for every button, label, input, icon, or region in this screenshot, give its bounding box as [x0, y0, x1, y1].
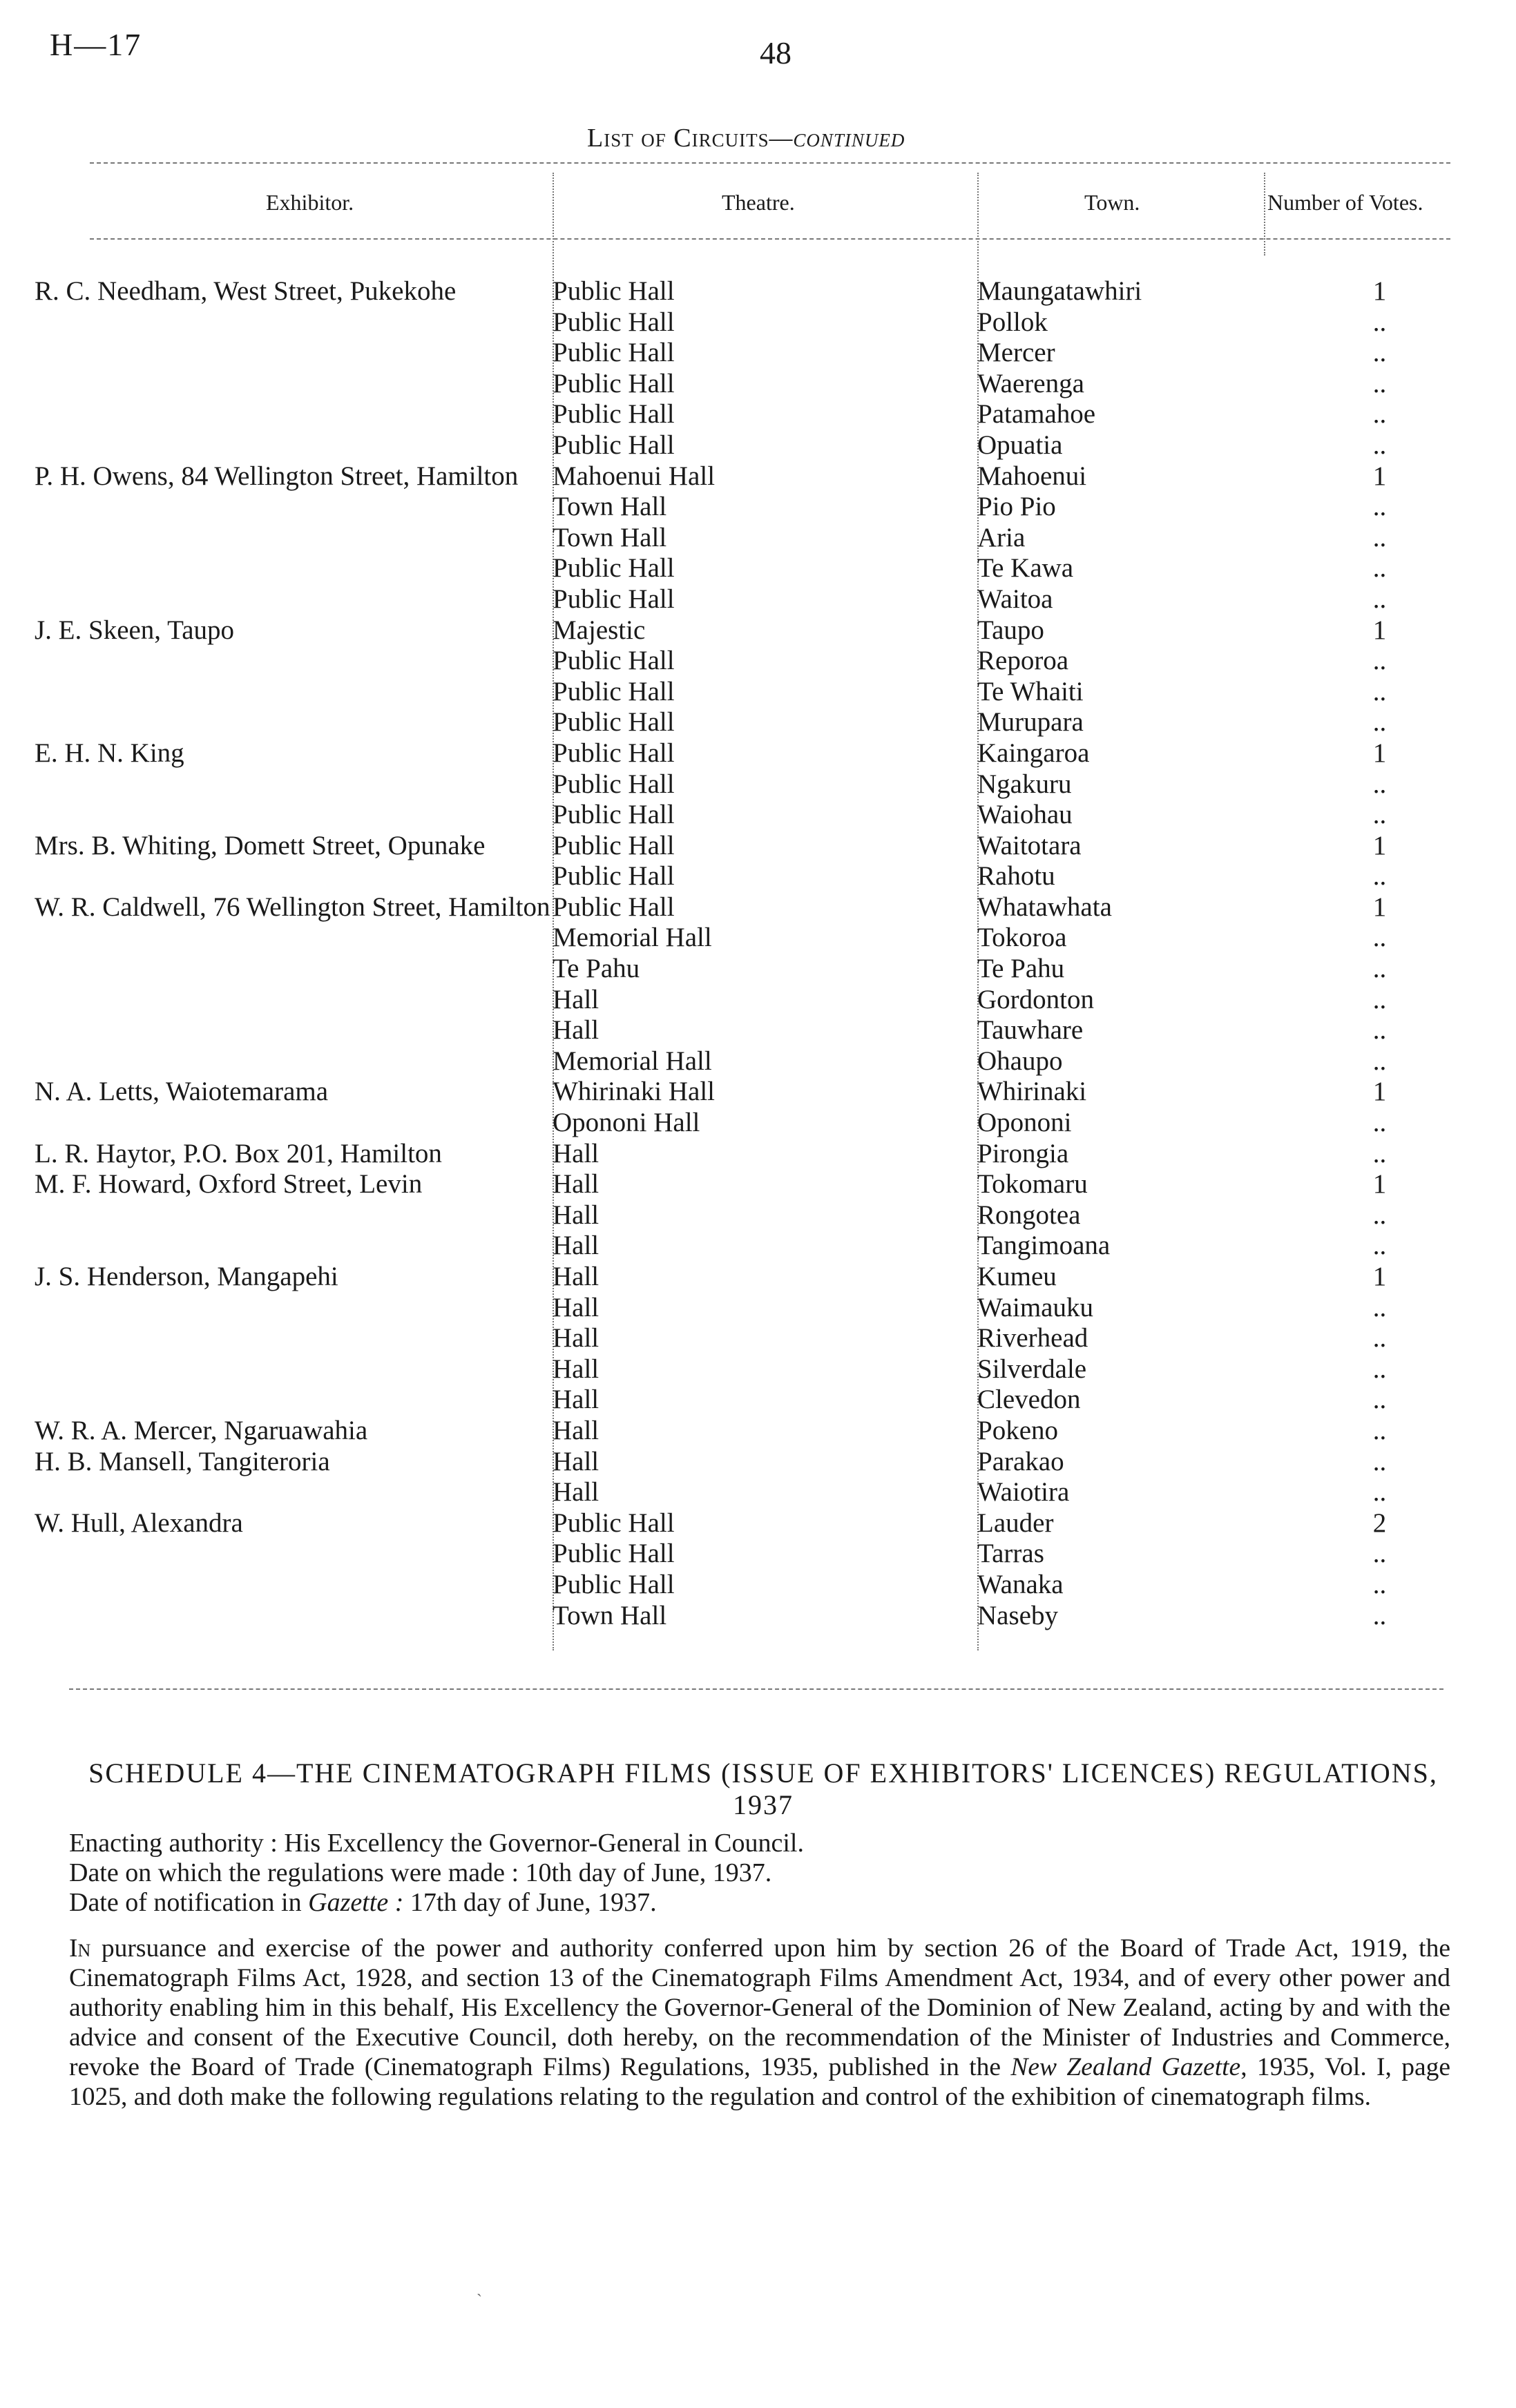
- town-cell: Te Pahu: [977, 954, 1065, 984]
- page-reference: H—17: [50, 27, 142, 62]
- table-title-main: List of Circuits: [587, 124, 769, 153]
- town-cell: Mahoenui: [977, 461, 1087, 491]
- town-cell: Riverhead: [977, 1323, 1088, 1354]
- table-row: [55, 1169, 1457, 1200]
- table-row: [55, 369, 1457, 400]
- theatre-cell: Memorial Hall: [553, 1046, 712, 1076]
- exhibitor-cell: E. H. N. King: [35, 738, 184, 768]
- table-row: [55, 399, 1457, 430]
- town-cell: Whatawhata: [977, 892, 1112, 922]
- town-cell: Silverdale: [977, 1354, 1087, 1384]
- town-cell: Murupara: [977, 707, 1084, 738]
- table-row: [55, 1416, 1457, 1447]
- town-cell: Tarras: [977, 1539, 1044, 1569]
- table-row: [55, 1323, 1457, 1354]
- votes-cell: ..: [1372, 1446, 1387, 1476]
- votes-cell: ..: [1372, 338, 1387, 368]
- votes-cell: ..: [1372, 1385, 1387, 1415]
- table-row: [55, 1354, 1457, 1385]
- theatre-cell: Te Pahu: [553, 954, 640, 984]
- votes-cell: ..: [1372, 769, 1387, 799]
- date-made: Date on which the regulations were made : 10th day of June, 1937.: [69, 1858, 772, 1887]
- theatre-cell: Mahoenui Hall: [553, 461, 716, 491]
- town-cell: Gordonton: [977, 984, 1094, 1014]
- town-cell: Kumeu: [977, 1262, 1057, 1291]
- votes-cell: ..: [1372, 923, 1387, 953]
- town-cell: Waimauku: [977, 1292, 1093, 1322]
- town-cell: Opuatia: [977, 430, 1063, 460]
- theatre-cell: Public Hall: [553, 338, 675, 368]
- exhibitor-cell: [55, 985, 553, 1016]
- table-row: [55, 1293, 1457, 1324]
- town-cell: Naseby: [977, 1600, 1058, 1630]
- votes-cell: 1: [1372, 615, 1387, 645]
- table-row: [55, 553, 1457, 584]
- theatre-cell: Hall: [553, 1477, 599, 1508]
- exhibitor-cell: [55, 1108, 553, 1139]
- town-cell: Pokeno: [977, 1415, 1058, 1445]
- theatre-cell: Hall: [553, 1385, 599, 1415]
- votes-cell: ..: [1372, 1138, 1387, 1168]
- column-header-exhibitor: Exhibitor.: [266, 190, 354, 215]
- exhibitor-cell: [55, 1046, 553, 1077]
- town-cell: Patamahoe: [977, 399, 1096, 430]
- votes-cell: ..: [1372, 307, 1387, 337]
- town-cell: Ngakuru: [977, 769, 1072, 799]
- theatre-cell: Town Hall: [553, 1600, 667, 1630]
- votes-cell: 1: [1372, 461, 1387, 491]
- exhibitor-cell: R. C. Needham, West Street, Pukekohe: [35, 276, 457, 306]
- table-row: [55, 707, 1457, 738]
- votes-cell: ..: [1372, 1323, 1387, 1354]
- table-row: [55, 1385, 1457, 1416]
- table-row: [55, 1231, 1457, 1262]
- votes-cell: ..: [1372, 1200, 1387, 1230]
- table-row: [55, 430, 1457, 461]
- table-title: [587, 123, 905, 153]
- town-cell: Maungatawhiri: [977, 276, 1142, 306]
- table-row: [55, 1108, 1457, 1139]
- body-paragraph: In pursuance and exercise of the power and authority conferred upon him by section 26 of the Board of Trade Act, 1919, the Cinematograph Films Act, 1928, and section 13 of the Cinematograph Films Amendment Act, 1934, and of every other power and authority enabling him in this behalf, His Excellency the Governor-General of the Dominion of New Zealand, acting by and with the advice and consent of the Executive Council, doth hereby, on the recommendation of the Minister of Industries and Commerce, revoke the Board of Trade (Cinematograph Films) Regulations, 1935, published in the New Zealand Gazette, 1935, Vol. I, page 1025, and doth make the following regulations relating to the regulation and control of the exhibition of cinematograph films.: [69, 1934, 1451, 2111]
- theatre-cell: Whirinaki Hall: [553, 1077, 716, 1107]
- exhibitor-cell: H. B. Mansell, Tangiteroria: [35, 1446, 330, 1476]
- votes-cell: ..: [1372, 1046, 1387, 1076]
- theatre-cell: Public Hall: [553, 399, 675, 430]
- table-row: [55, 1539, 1457, 1570]
- votes-cell: ..: [1372, 368, 1387, 398]
- town-cell: Pirongia: [977, 1138, 1069, 1168]
- exhibitor-cell: M. F. Howard, Oxford Street, Levin: [35, 1169, 423, 1200]
- theatre-cell: Public Hall: [553, 584, 675, 614]
- town-cell: Opononi: [977, 1108, 1072, 1138]
- votes-cell: ..: [1372, 646, 1387, 676]
- theatre-cell: Hall: [553, 1415, 599, 1445]
- theatre-cell: Public Hall: [553, 676, 675, 706]
- theatre-cell: Public Hall: [553, 430, 675, 460]
- votes-cell: ..: [1372, 1415, 1387, 1445]
- exhibitor-cell: [55, 1015, 553, 1046]
- exhibitor-cell: [55, 1293, 553, 1324]
- theatre-cell: Public Hall: [553, 307, 675, 337]
- table-title-continued: —continued: [769, 124, 905, 153]
- exhibitor-cell: [55, 369, 553, 400]
- schedule-metadata: [69, 1829, 804, 1918]
- table-row: [55, 769, 1457, 800]
- table-row: [55, 923, 1457, 954]
- town-cell: Taupo: [977, 615, 1044, 645]
- theatre-cell: Public Hall: [553, 276, 675, 306]
- votes-cell: 1: [1372, 1077, 1387, 1107]
- theatre-cell: Public Hall: [553, 892, 675, 922]
- exhibitor-cell: [55, 646, 553, 677]
- table-row: [55, 1077, 1457, 1108]
- town-cell: Te Kawa: [977, 553, 1074, 584]
- votes-cell: ..: [1372, 522, 1387, 552]
- table-row: [55, 738, 1457, 769]
- exhibitor-cell: L. R. Haytor, P.O. Box 201, Hamilton: [35, 1138, 442, 1168]
- theatre-cell: Public Hall: [553, 769, 675, 799]
- theatre-cell: Hall: [553, 1262, 599, 1291]
- town-cell: Waitoa: [977, 584, 1053, 614]
- table-row: [55, 646, 1457, 677]
- column-header-town: Town.: [1084, 190, 1140, 215]
- exhibitor-cell: [55, 523, 553, 554]
- schedule-title: SCHEDULE 4—THE CINEMATOGRAPH FILMS (ISSUE OF EXHIBITORS' LICENCES) REGULATIONS, 1937: [88, 1757, 1438, 1820]
- exhibitor-cell: [55, 1385, 553, 1416]
- exhibitor-cell: [55, 584, 553, 615]
- theatre-cell: Hall: [553, 1200, 599, 1230]
- circuits-table: [35, 276, 1457, 1631]
- theatre-cell: Town Hall: [553, 522, 667, 552]
- table-row: [55, 800, 1457, 831]
- theatre-cell: Public Hall: [553, 707, 675, 738]
- theatre-cell: Hall: [553, 1231, 599, 1261]
- town-cell: Pio Pio: [977, 492, 1056, 522]
- exhibitor-cell: [55, 1601, 553, 1632]
- column-header-votes: Number of Votes.: [1267, 190, 1423, 215]
- theatre-cell: Public Hall: [553, 738, 675, 768]
- table-row: [55, 677, 1457, 708]
- table-row: [55, 861, 1457, 892]
- table-row: [55, 338, 1457, 369]
- town-cell: Lauder: [977, 1508, 1054, 1538]
- votes-cell: ..: [1372, 584, 1387, 614]
- theatre-cell: Hall: [553, 984, 599, 1014]
- header-rule: [90, 238, 1450, 240]
- table-row: [55, 1570, 1457, 1601]
- votes-cell: ..: [1372, 1354, 1387, 1384]
- theatre-cell: Memorial Hall: [553, 923, 712, 953]
- town-cell: Whirinaki: [977, 1077, 1087, 1107]
- stray-mark: ˎ: [477, 2279, 482, 2297]
- theatre-cell: Public Hall: [553, 800, 675, 830]
- votes-cell: ..: [1372, 800, 1387, 830]
- town-cell: Waiohau: [977, 800, 1073, 830]
- town-cell: Pollok: [977, 307, 1048, 337]
- votes-cell: ..: [1372, 1477, 1387, 1508]
- exhibitor-cell: [55, 1200, 553, 1231]
- votes-cell: 1: [1372, 1262, 1387, 1291]
- exhibitor-cell: W. Hull, Alexandra: [35, 1508, 243, 1538]
- exhibitor-cell: [55, 430, 553, 461]
- table-row: [55, 1508, 1457, 1539]
- town-cell: Tauwhare: [977, 1015, 1084, 1046]
- exhibitor-cell: [55, 707, 553, 738]
- table-row: [55, 523, 1457, 554]
- town-cell: Tangimoana: [977, 1231, 1111, 1261]
- theatre-cell: Hall: [553, 1354, 599, 1384]
- votes-cell: ..: [1372, 1569, 1387, 1599]
- votes-cell: 1: [1372, 738, 1387, 768]
- exhibitor-cell: [55, 1570, 553, 1601]
- theatre-cell: Public Hall: [553, 1508, 675, 1538]
- table-row: [55, 584, 1457, 615]
- votes-cell: 1: [1372, 1169, 1387, 1200]
- bottom-rule: [69, 1688, 1443, 1690]
- theatre-cell: Public Hall: [553, 646, 675, 676]
- exhibitor-cell: N. A. Letts, Waiotemarama: [35, 1077, 329, 1107]
- theatre-cell: Public Hall: [553, 1539, 675, 1569]
- table-row: [55, 1200, 1457, 1231]
- table-row: [55, 1046, 1457, 1077]
- exhibitor-cell: W. R. Caldwell, 76 Wellington Street, Hamilton: [35, 892, 550, 922]
- votes-cell: ..: [1372, 1231, 1387, 1261]
- town-cell: Reporoa: [977, 646, 1069, 676]
- theatre-cell: Opononi Hall: [553, 1108, 700, 1138]
- votes-cell: ..: [1372, 1539, 1387, 1569]
- theatre-cell: Public Hall: [553, 553, 675, 584]
- table-row: [55, 1015, 1457, 1046]
- theatre-cell: Hall: [553, 1323, 599, 1354]
- exhibitor-cell: [55, 677, 553, 708]
- votes-cell: ..: [1372, 553, 1387, 584]
- votes-cell: ..: [1372, 1600, 1387, 1630]
- votes-cell: 1: [1372, 892, 1387, 922]
- votes-cell: ..: [1372, 399, 1387, 430]
- votes-cell: ..: [1372, 1015, 1387, 1046]
- table-row: [55, 1447, 1457, 1478]
- exhibitor-cell: [55, 553, 553, 584]
- exhibitor-cell: J. E. Skeen, Taupo: [35, 615, 235, 645]
- column-divider: [1264, 173, 1265, 256]
- theatre-cell: Public Hall: [553, 861, 675, 892]
- votes-cell: 1: [1372, 830, 1387, 860]
- exhibitor-cell: [55, 307, 553, 338]
- town-cell: Parakao: [977, 1446, 1064, 1476]
- theatre-cell: Public Hall: [553, 368, 675, 398]
- table-row: [55, 461, 1457, 492]
- town-cell: Tokoroa: [977, 923, 1067, 953]
- town-cell: Rongotea: [977, 1200, 1081, 1230]
- table-row: [55, 1601, 1457, 1632]
- theatre-cell: Town Hall: [553, 492, 667, 522]
- exhibitor-cell: [55, 1354, 553, 1385]
- exhibitor-cell: [55, 1539, 553, 1570]
- theatre-cell: Hall: [553, 1446, 599, 1476]
- votes-cell: ..: [1372, 492, 1387, 522]
- exhibitor-cell: [55, 338, 553, 369]
- table-row: [55, 615, 1457, 646]
- exhibitor-cell: [55, 923, 553, 954]
- drop-word: In: [69, 1934, 91, 1963]
- gazette-title: New Zealand Gazette: [1010, 2053, 1241, 2081]
- town-cell: Te Whaiti: [977, 676, 1084, 706]
- exhibitor-cell: [55, 954, 553, 985]
- town-cell: Clevedon: [977, 1385, 1081, 1415]
- exhibitor-cell: P. H. Owens, 84 Wellington Street, Hamilton: [35, 461, 519, 491]
- enacting-authority: Enacting authority : His Excellency the Governor-General in Council.: [69, 1829, 804, 1858]
- town-cell: Aria: [977, 522, 1026, 552]
- table-row: [55, 892, 1457, 923]
- exhibitor-cell: [55, 861, 553, 892]
- top-rule: [90, 162, 1450, 164]
- votes-cell: ..: [1372, 954, 1387, 984]
- town-cell: Waitotara: [977, 830, 1082, 860]
- votes-cell: ..: [1372, 984, 1387, 1014]
- votes-cell: ..: [1372, 1108, 1387, 1138]
- votes-cell: ..: [1372, 707, 1387, 738]
- votes-cell: ..: [1372, 861, 1387, 892]
- exhibitor-cell: [55, 1477, 553, 1508]
- town-cell: Tokomaru: [977, 1169, 1088, 1200]
- date-notification: Date of notification in Gazette : 17th day of June, 1937.: [69, 1888, 657, 1917]
- votes-cell: ..: [1372, 430, 1387, 460]
- theatre-cell: Hall: [553, 1169, 599, 1200]
- page-number: 48: [760, 35, 791, 70]
- town-cell: Kaingaroa: [977, 738, 1090, 768]
- votes-cell: ..: [1372, 676, 1387, 706]
- exhibitor-cell: [55, 800, 553, 831]
- table-row: [55, 492, 1457, 523]
- theatre-cell: Majestic: [553, 615, 646, 645]
- town-cell: Wanaka: [977, 1569, 1064, 1599]
- table-row: [55, 307, 1457, 338]
- exhibitor-cell: [55, 1231, 553, 1262]
- town-cell: Waerenga: [977, 368, 1084, 398]
- exhibitor-cell: W. R. A. Mercer, Ngaruawahia: [35, 1415, 368, 1445]
- column-header-theatre: Theatre.: [722, 190, 795, 215]
- theatre-cell: Hall: [553, 1015, 599, 1046]
- exhibitor-cell: Mrs. B. Whiting, Domett Street, Opunake: [35, 830, 486, 860]
- exhibitor-cell: [55, 399, 553, 430]
- votes-cell: 1: [1372, 276, 1387, 306]
- table-row: [55, 1262, 1457, 1293]
- votes-cell: ..: [1372, 1292, 1387, 1322]
- votes-cell: 2: [1372, 1508, 1387, 1538]
- theatre-cell: Public Hall: [553, 1569, 675, 1599]
- town-cell: Ohaupo: [977, 1046, 1063, 1076]
- table-row: [55, 1477, 1457, 1508]
- exhibitor-cell: [55, 1323, 553, 1354]
- exhibitor-cell: [55, 492, 553, 523]
- town-cell: Rahotu: [977, 861, 1055, 892]
- table-row: [55, 954, 1457, 985]
- table-row: [55, 985, 1457, 1016]
- town-cell: Mercer: [977, 338, 1055, 368]
- table-row: [55, 831, 1457, 862]
- theatre-cell: Hall: [553, 1292, 599, 1322]
- exhibitor-cell: J. S. Henderson, Mangapehi: [35, 1262, 338, 1291]
- town-cell: Waiotira: [977, 1477, 1070, 1508]
- exhibitor-cell: [55, 769, 553, 800]
- table-row: [55, 276, 1457, 307]
- theatre-cell: Hall: [553, 1138, 599, 1168]
- table-row: [55, 1139, 1457, 1170]
- theatre-cell: Public Hall: [553, 830, 675, 860]
